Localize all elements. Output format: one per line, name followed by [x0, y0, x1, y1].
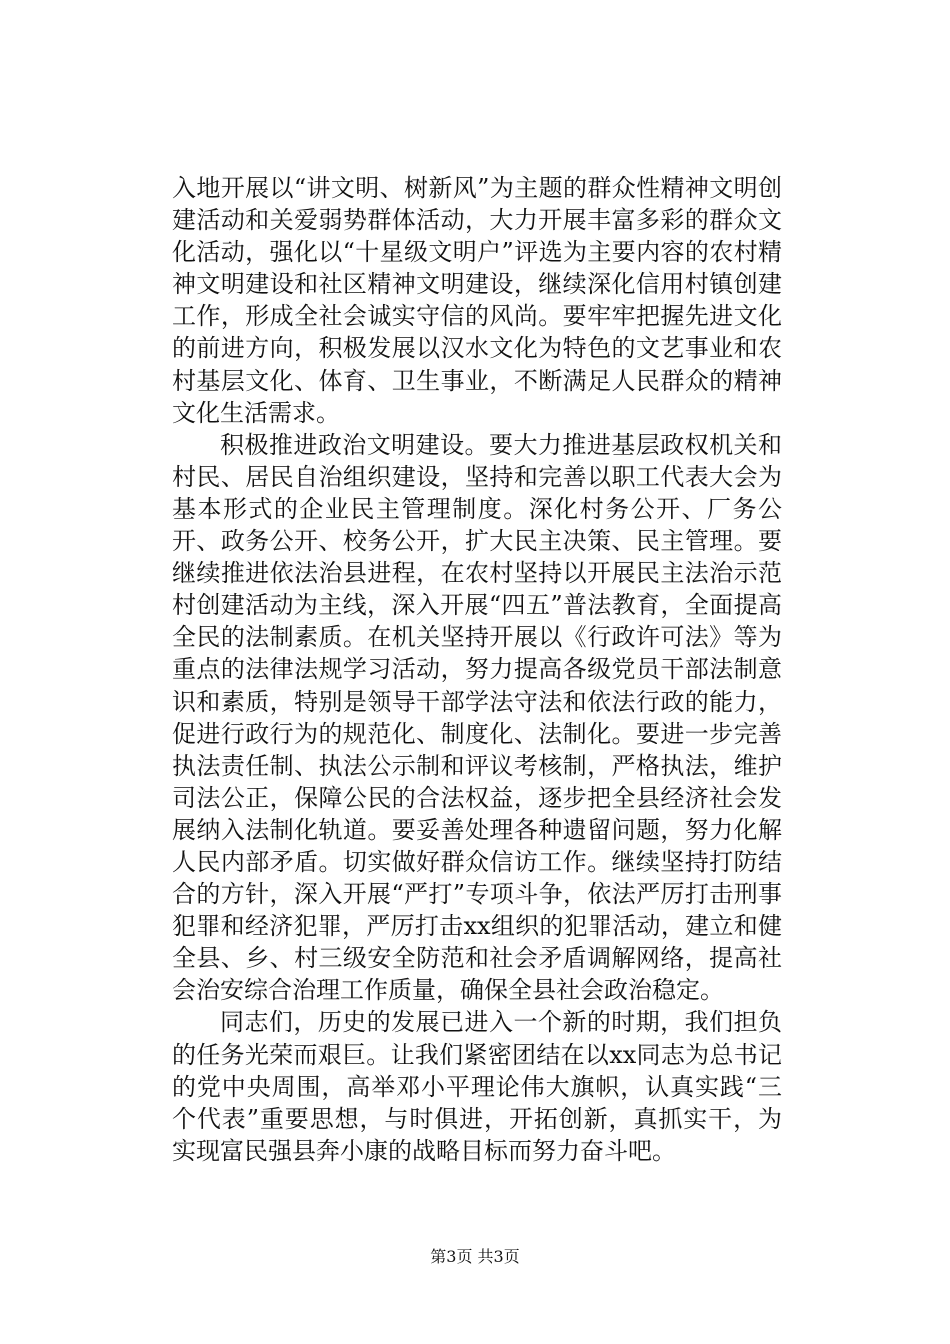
paragraph-closing: 同志们，历史的发展已进入一个新的时期，我们担负的任务光荣而艰巨。让我们紧密团结在以xx同志为总书记的党中央周围，高举邓小平理论伟大旗帜，认真实践“三个代表”重要思想，与时俱进，开拓创新，真抓实干，为实现富民强县奔小康的战略目标而努力奋斗吧。: [172, 1008, 782, 1165]
paragraph-continuation: 入地开展以“讲文明、树新风”为主题的群众性精神文明创建活动和关爱弱势群体活动，大力开展丰富多彩的群众文化活动，强化以“十星级文明户”评选为主要内容的农村精神文明建设和社区精神文明建设，继续深化信用村镇创建工作，形成全社会诚实守信的风尚。要牢牢把握先进文化的前进方向，积极发展以汉水文化为特色的文艺事业和农村基层文化、体育、卫生事业，不断满足人民群众的精神文化生活需求。: [172, 174, 782, 427]
paragraph-political-civilization: 积极推进政治文明建设。要大力推进基层政权机关和村民、居民自治组织建设，坚持和完善以职工代表大会为基本形式的企业民主管理制度。深化村务公开、厂务公开、政务公开、校务公开，扩大民主决策、民主管理。要继续推进依法治县进程，在农村坚持以开展民主法治示范村创建活动为主线，深入开展“四五”普法教育，全面提高全民的法制素质。在机关坚持开展以《行政许可法》等为重点的法律法规学习活动，努力提高各级党员干部法制意识和素质，特别是领导干部学法守法和依法行政的能力，促进行政行为的规范化、制度化、法制化。要进一步完善执法责任制、执法公示制和评议考核制，严格执法，维护司法公正，保障公民的合法权益，逐步把全县经济社会发展纳入法制化轨道。要妥善处理各种遗留问题，努力化解人民内部矛盾。切实做好群众信访工作。继续坚持打防结合的方针，深入开展“严打”专项斗争，依法严厉打击刑事犯罪和经济犯罪，严厉打击xx组织的犯罪活动，建立和健全县、乡、村三级安全防范和社会矛盾调解网络，提高社会治安综合治理工作质量，确保全县社会政治稳定。: [172, 430, 782, 1005]
page-footer: 第3页 共3页: [430, 1247, 520, 1266]
document-body: [172, 172, 782, 1167]
